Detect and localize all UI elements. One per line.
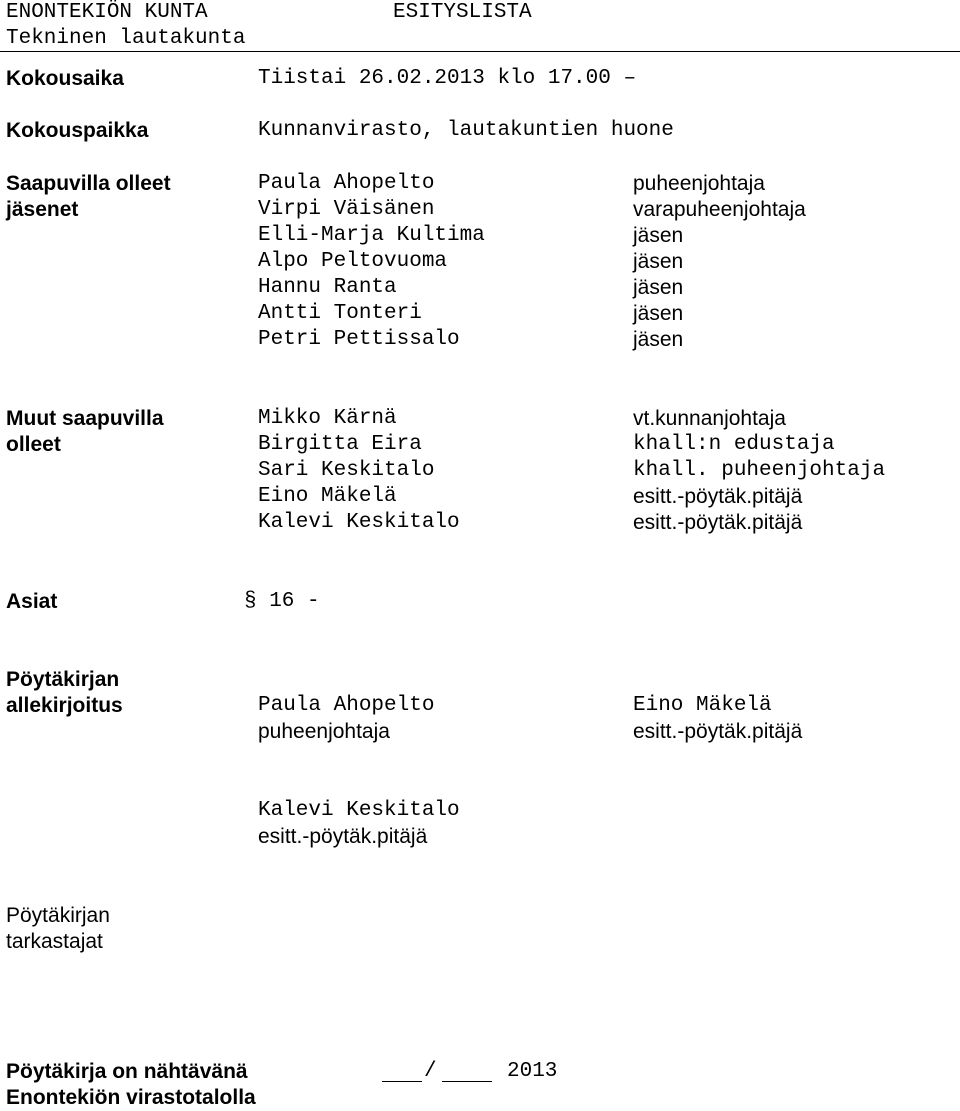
attendee-role: khall. puheenjohtaja bbox=[633, 459, 886, 482]
member-name: Paula Ahopelto bbox=[258, 172, 435, 195]
display-year: 2013 bbox=[507, 1060, 558, 1083]
day-blank bbox=[382, 1059, 422, 1082]
member-role: jäsen bbox=[633, 276, 684, 299]
checkers-label: tarkastajat bbox=[6, 930, 103, 953]
member-name: Elli-Marja Kultima bbox=[258, 224, 485, 247]
attendee-role: esitt.-pöytäk.pitäjä bbox=[633, 485, 803, 508]
signer-role: esitt.-pöytäk.pitäjä bbox=[633, 720, 803, 743]
others-label: olleet bbox=[6, 433, 61, 456]
member-role: jäsen bbox=[633, 224, 684, 247]
meeting-time-label: Kokousaika bbox=[6, 67, 124, 90]
checkers-label: Pöytäkirjan bbox=[6, 904, 110, 927]
member-role: jäsen bbox=[633, 328, 684, 351]
member-role: varapuheenjohtaja bbox=[633, 198, 806, 221]
meeting-place-value: Kunnanvirasto, lautakuntien huone bbox=[258, 119, 674, 142]
signer-name: Paula Ahopelto bbox=[258, 694, 435, 717]
signer-name: Eino Mäkelä bbox=[633, 694, 772, 717]
member-role: jäsen bbox=[633, 250, 684, 273]
org-name: ENONTEKIÖN KUNTA bbox=[6, 1, 208, 24]
attendee-name: Kalevi Keskitalo bbox=[258, 511, 460, 534]
attendee-name: Birgitta Eira bbox=[258, 433, 422, 456]
committee-name: Tekninen lautakunta bbox=[6, 27, 246, 50]
items-value: § 16 - bbox=[244, 590, 320, 613]
member-name: Alpo Peltovuoma bbox=[258, 250, 448, 273]
items-label: Asiat bbox=[6, 590, 58, 613]
attendee-role: khall:n edustaja bbox=[633, 433, 835, 456]
members-label: jäsenet bbox=[6, 198, 79, 221]
member-name: Petri Pettissalo bbox=[258, 328, 460, 351]
signer-role: puheenjohtaja bbox=[258, 720, 390, 743]
month-blank bbox=[442, 1059, 492, 1082]
date-separator: / bbox=[424, 1060, 437, 1083]
document-type: ESITYSLISTA bbox=[393, 1, 532, 24]
attendee-name: Sari Keskitalo bbox=[258, 459, 435, 482]
signer-role: esitt.-pöytäk.pitäjä bbox=[258, 825, 428, 848]
attendee-role: vt.kunnanjohtaja bbox=[633, 407, 786, 430]
member-name: Hannu Ranta bbox=[258, 276, 397, 299]
display-location: Enontekiön virastotalolla bbox=[6, 1086, 256, 1109]
members-label: Saapuvilla olleet bbox=[6, 172, 171, 195]
header-rule bbox=[0, 51, 960, 52]
display-label: Pöytäkirja on nähtävänä bbox=[6, 1060, 248, 1083]
member-role: puheenjohtaja bbox=[633, 172, 765, 195]
attendee-role: esitt.-pöytäk.pitäjä bbox=[633, 511, 803, 534]
others-label: Muut saapuvilla bbox=[6, 407, 164, 430]
attendee-name: Mikko Kärnä bbox=[258, 407, 397, 430]
attendee-name: Eino Mäkelä bbox=[258, 485, 397, 508]
meeting-time-value: Tiistai 26.02.2013 klo 17.00 – bbox=[258, 67, 637, 90]
signatures-label: allekirjoitus bbox=[6, 694, 123, 717]
signatures-label: Pöytäkirjan bbox=[6, 668, 120, 691]
member-name: Virpi Väisänen bbox=[258, 198, 435, 221]
member-role: jäsen bbox=[633, 302, 684, 325]
signer-name: Kalevi Keskitalo bbox=[258, 799, 460, 822]
meeting-place-label: Kokouspaikka bbox=[6, 119, 149, 142]
member-name: Antti Tonteri bbox=[258, 302, 422, 325]
